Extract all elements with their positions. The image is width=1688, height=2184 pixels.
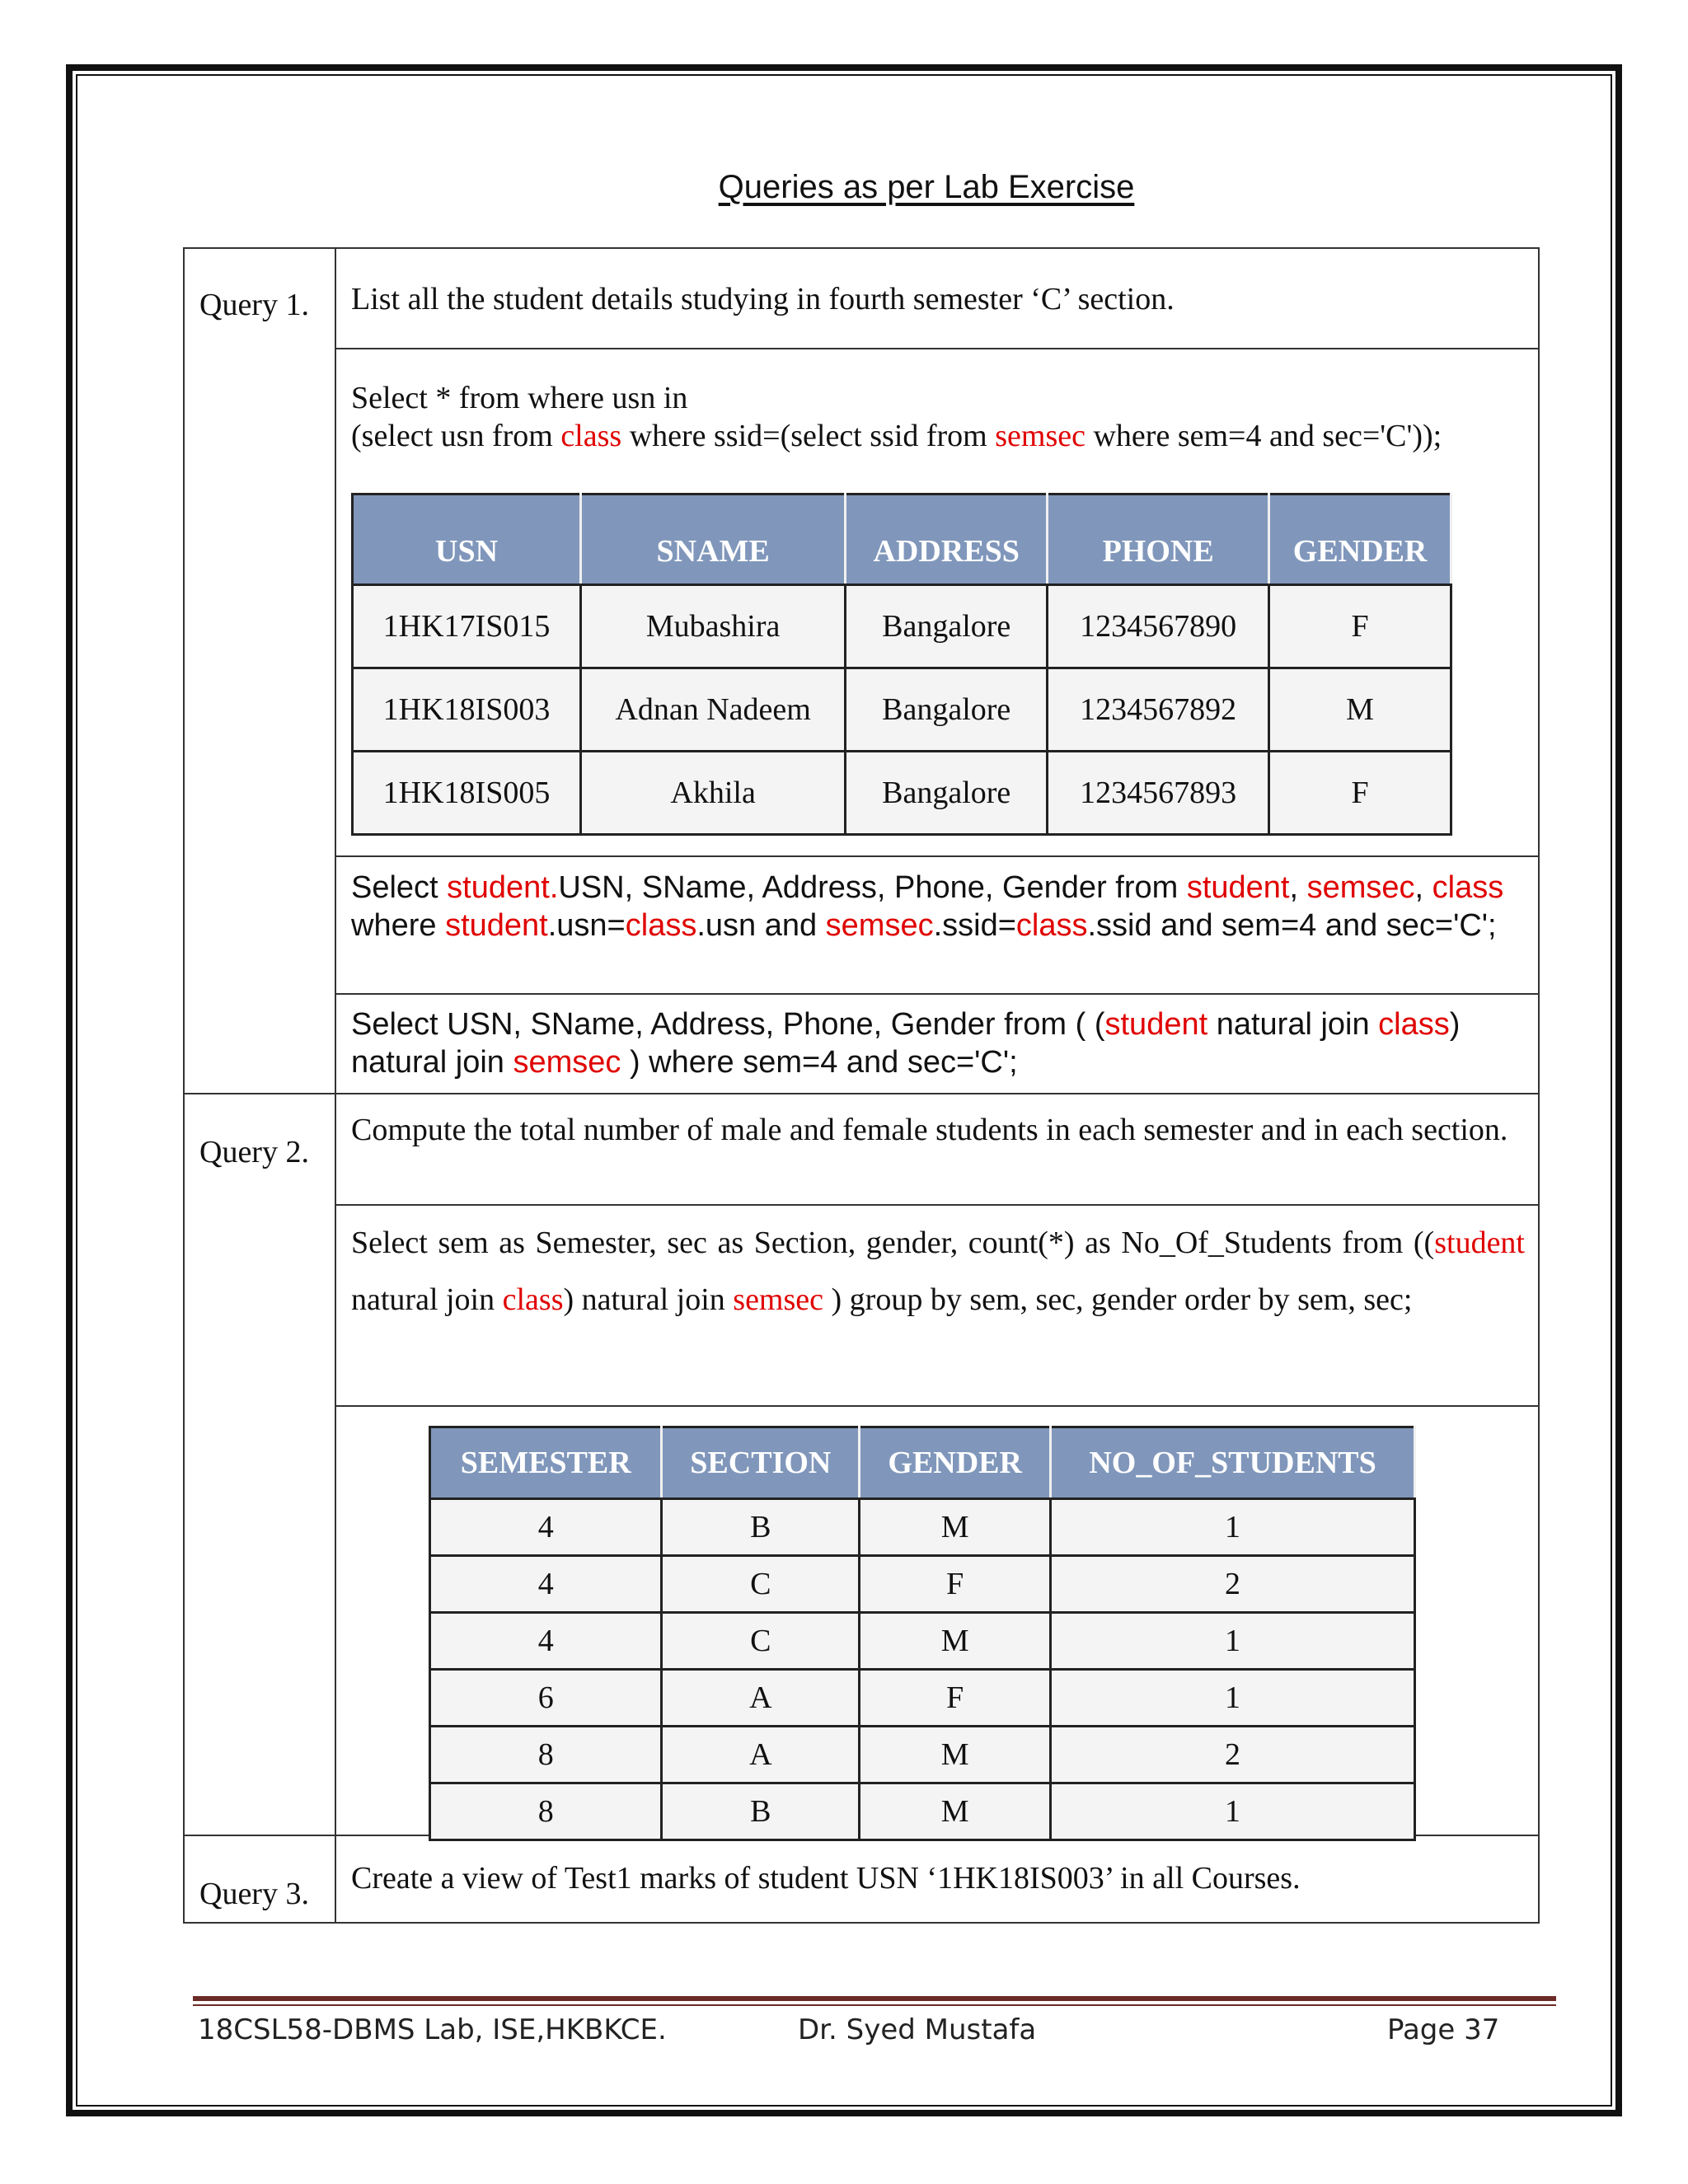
column-header: GENDER	[1269, 494, 1451, 585]
row-divider	[335, 1204, 1540, 1206]
sql-keyword-highlight: semsec	[733, 1282, 824, 1317]
sql-keyword-highlight: student	[1434, 1226, 1525, 1260]
table-row	[430, 1670, 1415, 1727]
table-row	[430, 1727, 1415, 1783]
table-cell: 1	[1051, 1499, 1415, 1556]
sql-text: where	[351, 908, 446, 943]
sql-text: ,	[1289, 870, 1307, 905]
table-cell: 1HK18IS003	[353, 668, 581, 752]
table-cell: M	[860, 1783, 1051, 1840]
table-cell: 1234567892	[1048, 668, 1269, 752]
table-cell: 6	[430, 1670, 662, 1727]
query1-label: Query 1.	[199, 288, 309, 322]
table-cell: M	[860, 1613, 1051, 1670]
query2-result-table	[429, 1426, 1416, 1841]
page-title	[0, 169, 1688, 206]
row-divider	[335, 993, 1540, 995]
sql-text: .ssid and sem=4 and sec='C';	[1087, 908, 1497, 943]
sql-keyword-highlight: class	[1432, 870, 1504, 905]
column-header: SEMESTER	[430, 1427, 662, 1499]
table-cell: 4	[430, 1613, 662, 1670]
sql-keyword-highlight: class	[1378, 1007, 1450, 1042]
sql-text: ) where sem=4 and sec='C';	[621, 1045, 1018, 1080]
table-cell: M	[1269, 668, 1451, 752]
table-cell: 1234567890	[1048, 585, 1269, 668]
query1-description: List all the student details studying in fourth semester ‘C’ section.	[351, 282, 1175, 316]
table-cell: Mubashira	[581, 585, 846, 668]
page-title-text: Queries as per Lab Exercise	[718, 169, 1135, 205]
footer-course: 18CSL58-DBMS Lab, ISE,HKBKCE.	[198, 2013, 667, 2046]
table-cell: C	[662, 1613, 860, 1670]
table-cell: 4	[430, 1499, 662, 1556]
row-divider	[335, 855, 1540, 857]
footer-rule-thin	[193, 2004, 1556, 2006]
table-cell: Adnan Nadeem	[581, 668, 846, 752]
sql-keyword-highlight: semsec	[995, 419, 1085, 453]
footer-author: Dr. Syed Mustafa	[798, 2013, 1037, 2046]
table-cell: Bangalore	[846, 668, 1048, 752]
table-header-row	[430, 1427, 1415, 1499]
sql-text: ) natural join	[351, 1007, 1461, 1080]
label-column-divider	[335, 247, 336, 1924]
query1-sql-line2	[351, 417, 1525, 455]
sql-keyword-highlight: semsec	[1306, 870, 1415, 905]
footer-page-number: Page 37	[1387, 2013, 1500, 2046]
column-header: GENDER	[860, 1427, 1051, 1499]
table-row	[430, 1499, 1415, 1556]
table-cell: F	[1269, 585, 1451, 668]
sql-keyword-highlight: student.	[447, 870, 559, 905]
table-cell: 2	[1051, 1727, 1415, 1783]
column-header: ADDRESS	[846, 494, 1048, 585]
table-cell: 1HK17IS015	[353, 585, 581, 668]
sql-text: ) group by sem, sec, gender order by sem, sec;	[823, 1282, 1413, 1317]
table-row	[430, 1556, 1415, 1613]
sql-text: Select	[351, 870, 448, 905]
table-cell: F	[860, 1670, 1051, 1727]
sql-text: .ssid=	[933, 908, 1016, 943]
column-header: PHONE	[1048, 494, 1269, 585]
table-cell: A	[662, 1727, 860, 1783]
table-cell: A	[662, 1670, 860, 1727]
sql-text: .usn=	[547, 908, 626, 943]
table-row	[353, 585, 1451, 668]
table-row	[430, 1783, 1415, 1840]
row-divider	[335, 1405, 1540, 1407]
table-cell: Akhila	[581, 752, 846, 835]
sql-keyword-highlight: semsec	[825, 908, 934, 943]
query1-sql-subquery	[351, 379, 1525, 455]
table-cell: F	[1269, 752, 1451, 835]
table-cell: B	[662, 1783, 860, 1840]
table-cell: B	[662, 1499, 860, 1556]
footer-rule	[193, 1996, 1556, 2001]
query1-sql-line1: Select * from where usn in	[351, 381, 688, 415]
column-header: USN	[353, 494, 581, 585]
table-cell: 1234567893	[1048, 752, 1269, 835]
query2-description: Compute the total number of male and female students in each semester and in each section.	[351, 1113, 1508, 1147]
query1-result-table	[351, 493, 1452, 836]
sql-keyword-highlight: semsec	[513, 1045, 621, 1080]
query3-description: Create a view of Test1 marks of student USN ‘1HK18IS003’ in all Courses.	[351, 1861, 1301, 1896]
table-cell: F	[860, 1556, 1051, 1613]
query2-sql	[351, 1215, 1525, 1329]
table-cell: 1HK18IS005	[353, 752, 581, 835]
sql-text: where ssid=(select ssid from	[621, 419, 996, 453]
column-header: SNAME	[581, 494, 846, 585]
table-cell: M	[860, 1727, 1051, 1783]
sql-text: .usn and	[696, 908, 826, 943]
table-cell: 8	[430, 1783, 662, 1840]
table-cell: 1	[1051, 1613, 1415, 1670]
sql-text: natural join	[1207, 1007, 1379, 1042]
table-cell: 1	[1051, 1783, 1415, 1840]
query-divider	[183, 1093, 1540, 1094]
table-row	[353, 668, 1451, 752]
sql-keyword-highlight: class	[625, 908, 697, 943]
sql-text: Select USN, SName, Address, Phone, Gender from ( (	[351, 1007, 1105, 1042]
table-row	[430, 1613, 1415, 1670]
sql-text: natural join	[351, 1282, 503, 1317]
table-cell: 8	[430, 1727, 662, 1783]
sql-keyword-highlight: class	[502, 1282, 564, 1317]
column-header: NO_OF_STUDENTS	[1051, 1427, 1415, 1499]
query1-sql-natural-join	[351, 1005, 1525, 1081]
table-cell: C	[662, 1556, 860, 1613]
sql-keyword-highlight: class	[560, 419, 622, 453]
table-cell: Bangalore	[846, 752, 1048, 835]
sql-keyword-highlight: student	[445, 908, 548, 943]
table-row	[353, 752, 1451, 835]
query2-label: Query 2.	[199, 1135, 309, 1169]
sql-text: USN, SName, Address, Phone, Gender from	[558, 870, 1187, 905]
table-cell: 4	[430, 1556, 662, 1613]
sql-text: where sem=4 and sec='C'));	[1085, 419, 1442, 453]
column-header: SECTION	[662, 1427, 860, 1499]
sql-text: ) natural join	[563, 1282, 734, 1317]
query1-sql-join	[351, 869, 1525, 944]
table-cell: M	[860, 1499, 1051, 1556]
table-cell: 2	[1051, 1556, 1415, 1613]
sql-keyword-highlight: student	[1186, 870, 1290, 905]
table-header-row	[353, 494, 1451, 585]
sql-keyword-highlight: class	[1015, 908, 1088, 943]
table-cell: Bangalore	[846, 585, 1048, 668]
sql-text: Select sem as Semester, sec as Section, gender, count(*) as No_Of_Students from ((	[351, 1226, 1435, 1260]
table-cell: 1	[1051, 1670, 1415, 1727]
sql-text: ,	[1414, 870, 1432, 905]
row-divider	[335, 348, 1540, 349]
sql-keyword-highlight: student	[1104, 1007, 1208, 1042]
query3-label: Query 3.	[199, 1877, 309, 1911]
sql-text: (select usn from	[351, 419, 561, 453]
